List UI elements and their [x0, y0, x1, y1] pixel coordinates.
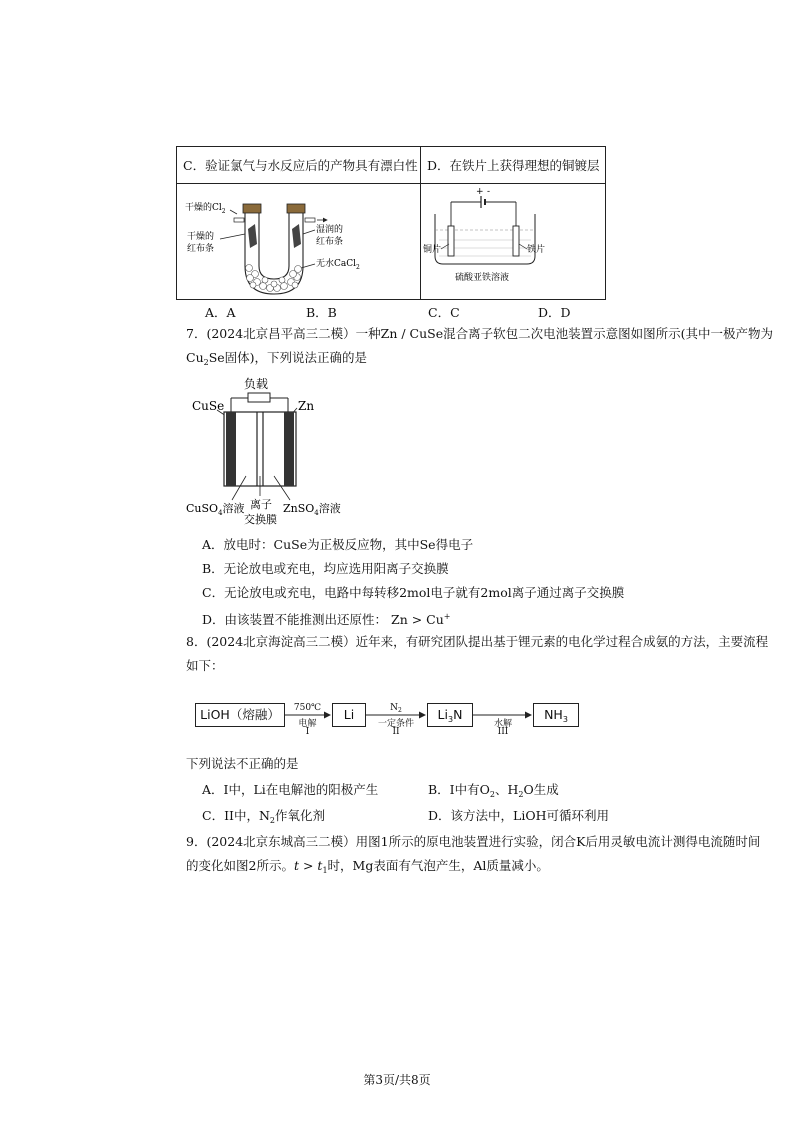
right-stopper: [287, 204, 305, 213]
flow-box-nh3: $NH_3$: [533, 703, 579, 727]
arrow-2-bottom: II: [392, 727, 400, 737]
q9-stem-line-2: 的变化如图2所示。$t > t_1$时，Mg表面有气泡产生，Al质量减小。: [186, 858, 549, 875]
arrow-2-top: $N_2$: [390, 703, 402, 714]
iron-label: 铁片: [527, 245, 546, 255]
iron-electrode: [513, 226, 519, 256]
page-footer: 第3页/共8页: [363, 1073, 431, 1087]
dry-strip-label-2: 红布条: [187, 244, 215, 254]
svg-text:干燥的Cl2: 干燥的$Cl_2$: [185, 203, 226, 215]
load-label: 负载: [244, 377, 269, 391]
wet-strip-label-2: 红布条: [316, 237, 344, 247]
load-resistor: [248, 393, 270, 402]
arrow-3-bottom: III: [497, 727, 509, 737]
q8-option-b[interactable]: B．I中有$O_2$、$H_2O$生成: [428, 782, 559, 799]
flow-box-li3n: $Li_3N$: [427, 703, 473, 727]
cuse-electrode: [226, 412, 236, 486]
arrow-1-mid: 电解: [298, 719, 317, 729]
arrow-1-bottom: I: [305, 727, 310, 737]
membrane-label-2: 交换膜: [244, 513, 277, 526]
svg-text:ZnSO4溶液: ZnSO$_4$溶液: [283, 502, 341, 517]
znso4-label: ZnSO: [283, 502, 315, 515]
wet-strip-label-1: 湿润的: [316, 225, 344, 235]
q9-stem-line-1: 9．(2024北京东城高三二模）用图1所示的原电池装置进行实验，闭合K后用灵敏电流计测得电流随时间: [186, 834, 761, 849]
flow-box-lioh: LiOH（熔融）: [195, 703, 285, 727]
q6-option-d[interactable]: D．D: [538, 305, 571, 320]
left-stopper: [243, 204, 261, 213]
q6-option-c[interactable]: C．C: [428, 305, 460, 320]
q7-option-b[interactable]: B．无论放电或充电，均应选用阳离子交换膜: [202, 561, 449, 576]
q8-question: 下列说法不正确的是: [186, 756, 299, 771]
svg-text:无水CaCl2: 无水CaCl$_2$: [316, 259, 360, 271]
q8-option-c[interactable]: C．II中，$N_2$作氧化剂: [202, 808, 325, 825]
battery-diagram: [180, 372, 380, 527]
arrow-1-top: 750℃: [293, 703, 322, 713]
svg-text:CuSO4溶液: CuSO$_4$溶液: [186, 502, 245, 517]
q7-stem-line-1: 7．(2024北京昌平高三二模）一种Zn / CuSe混合离子软包二次电池装置示意图如图所示(其中一极产物为: [186, 326, 773, 341]
q6-option-b[interactable]: B．B: [306, 305, 337, 320]
dry-red-strip: [248, 224, 257, 248]
cell-d-title: D．在铁片上获得理想的铜镀层: [427, 158, 600, 173]
q7-option-d[interactable]: D．由该装置不能推测出还原性： Zn > Cu+: [202, 612, 451, 627]
cuse-label: CuSe: [192, 399, 225, 413]
q6-option-table: [176, 146, 606, 300]
q8-stem-line-1: 8．(2024北京海淀高三二模）近年来，有研究团队提出基于锂元素的电化学过程合成氨的方法，主要流程: [186, 634, 769, 649]
cuso4-label: CuSO: [186, 502, 219, 515]
q8-option-d[interactable]: D．该方法中，LiOH可循环利用: [428, 808, 609, 823]
cell-c-title: C．验证氯气与水反应后的产物具有漂白性: [183, 158, 418, 173]
arrow-2-mid: 一定条件: [377, 719, 414, 729]
wet-red-strip: [292, 224, 301, 248]
dry-strip-label-1: 干燥的: [187, 232, 215, 242]
cacl2-granules: [246, 265, 302, 292]
arrow-3-mid: 水解: [493, 719, 512, 729]
zn-label: Zn: [298, 399, 315, 413]
q8-option-a[interactable]: A．I中，Li在电解池的阳极产生: [202, 782, 379, 797]
ferrous-sulfate-label: 硫酸亚铁溶液: [455, 273, 510, 283]
copper-label: 铜片: [423, 245, 442, 255]
q7-stem-line-2: $Cu_2Se$固体)，下列说法正确的是: [186, 350, 368, 367]
flow-box-li: Li: [332, 703, 366, 727]
zn-electrode: [284, 412, 294, 486]
copper-electrode: [448, 226, 454, 256]
membrane-label-1: 离子: [250, 498, 272, 511]
minus-sign: -: [487, 187, 491, 197]
plus-sign: +: [476, 187, 484, 197]
dry-cl2-label: 干燥的Cl: [185, 203, 222, 213]
u-tube-figure: [177, 184, 420, 300]
q7-option-c[interactable]: C．无论放电或充电，电路中每转移2mol电子就有2mol离子通过离子交换膜: [202, 585, 625, 600]
cacl2-label: 无水CaCl: [316, 259, 357, 269]
q7-option-a[interactable]: A．放电时：CuSe为正极反应物，其中Se得电子: [202, 537, 474, 552]
q6-option-a[interactable]: A．A: [205, 305, 236, 320]
q8-stem-line-2: 如下：: [186, 658, 224, 673]
electroplating-figure: [421, 184, 606, 300]
